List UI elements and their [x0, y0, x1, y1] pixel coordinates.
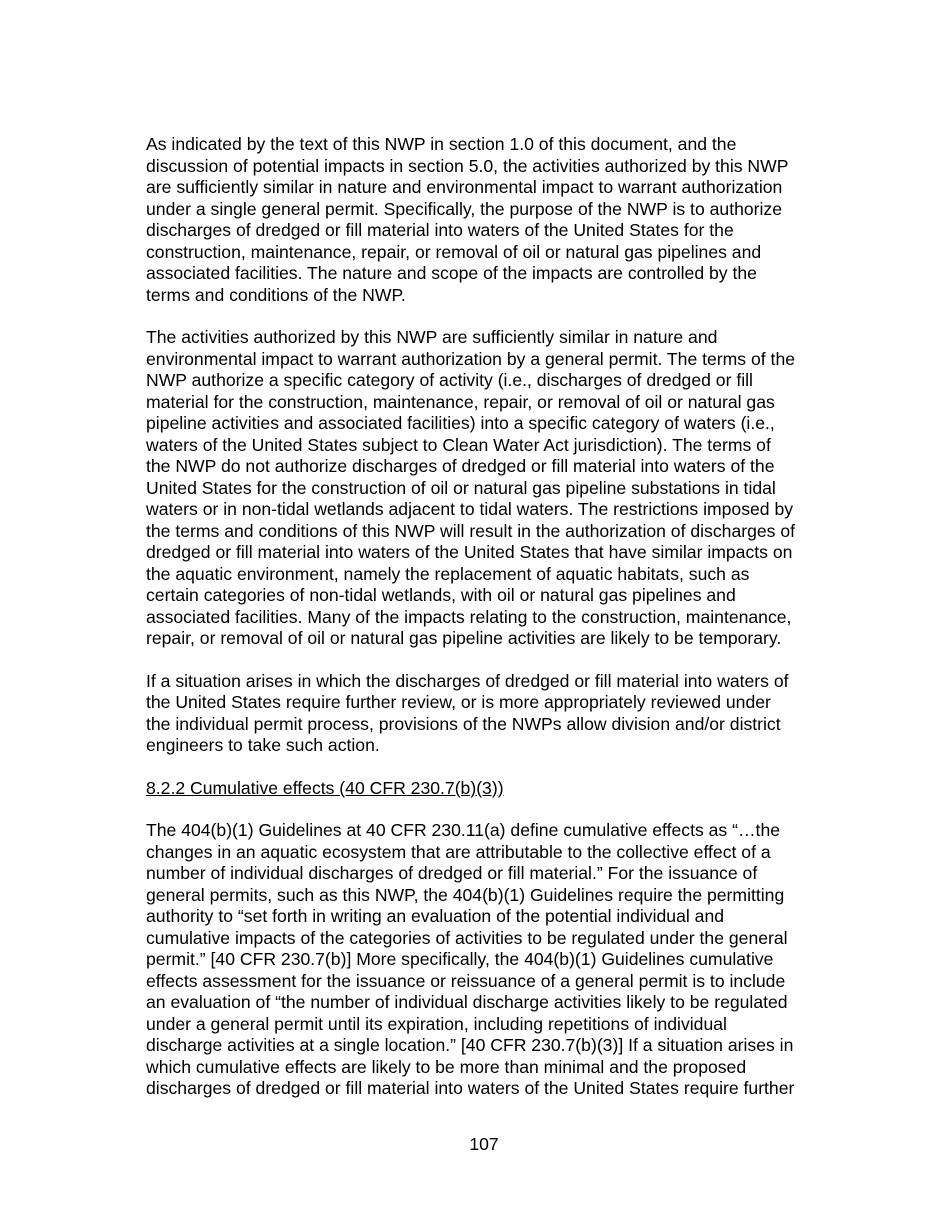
paragraph-further-review: If a situation arises in which the discharges of dredged or fill material into waters of the United States require further review, or is more appropriately reviewed under the individual permit process, provisions of the NWPs allow division and/or district engineers to take such action.	[146, 670, 789, 755]
paragraph-general-permit-similarity: As indicated by the text of this NWP in section 1.0 of this document, and the discussion of potential impacts in section 5.0, the activities authorized by this NWP are sufficiently similar in nature and environmental impact to warrant authorization under a single general permit. Specifically, the purpose of the NWP is to authorize discharges of dredged or fill material into waters of the United States for the construction, maintenance, repair, or removal of oil or natural gas pipelines and associated facilities. The nature and scope of the impacts are controlled by the terms and conditions of the NWP.	[146, 134, 789, 305]
section-heading-cumulative-effects: 8.2.2 Cumulative effects (40 CFR 230.7(b)(3))	[146, 777, 504, 798]
document-body	[146, 134, 842, 1121]
paragraph-activity-category: The activities authorized by this NWP are sufficiently similar in nature and environmental impact to warrant authorization by a general permit. The terms of the NWP authorize a specific category of activity (i.e., discharges of dredged or fill material for the construction, maintenance, repair, or removal of oil or natural gas pipeline activities and associated facilities) into a specific category of waters (i.e., waters of the United States subject to Clean Water Act jurisdiction). The terms of the NWP do not authorize discharges of dredged or fill material into waters of the United States for the construction of oil or natural gas pipeline substations in tidal waters or in non-tidal wetlands adjacent to tidal waters. The restrictions imposed by the terms and conditions of this NWP will result in the authorization of discharges of dredged or fill material into waters of the United States that have similar impacts on the aquatic environment, namely the replacement of aquatic habitats, such as certain categories of non-tidal wetlands, with oil or natural gas pipelines and associated facilities. Many of the impacts relating to the construction, maintenance, repair, or removal of oil or natural gas pipeline activities are likely to be temporary.	[146, 327, 796, 648]
paragraph-cumulative-effects: The 404(b)(1) Guidelines at 40 CFR 230.11(a) define cumulative effects as “…the changes in an aquatic ecosystem that are attributable to the collective effect of a number of individual discharges of dredged or fill material.” For the issuance of general permits, such as this NWP, the 404(b)(1) Guidelines require the permitting authority to “set forth in writing an evaluation of the potential individual and cumulative impacts of the categories of activities to be regulated under the general permit.” [40 CFR 230.7(b)] More specifically, the 404(b)(1) Guidelines cumulative effects assessment for the issuance or reissuance of a general permit is to include an evaluation of “the number of individual discharge activities likely to be regulated under a general permit until its expiration, including repetitions of individual discharge activities at a single location.” [40 CFR 230.7(b)(3)] If a situation arises in which cumulative effects are likely to be more than minimal and the proposed discharges of dredged or fill material into waters of the United States require further	[146, 820, 795, 1098]
page-number: 107	[469, 1134, 499, 1154]
